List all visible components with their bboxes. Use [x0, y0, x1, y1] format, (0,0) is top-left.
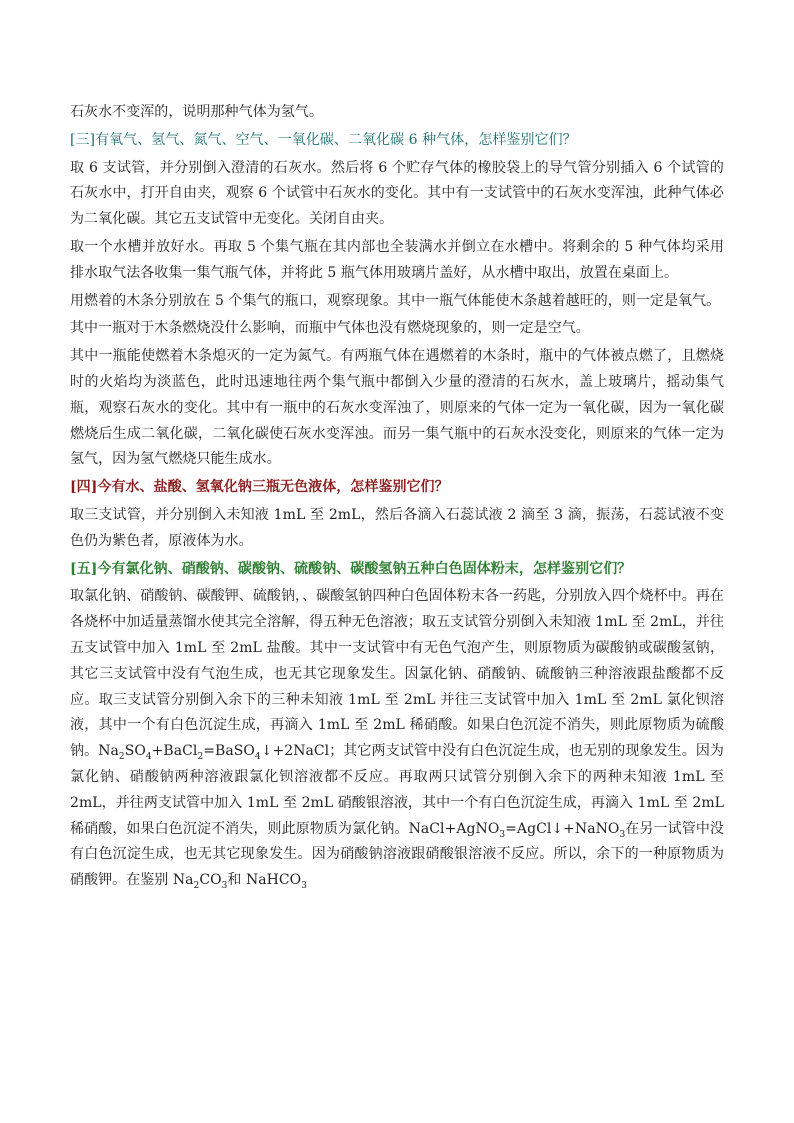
- paragraph-final: [70, 584, 724, 894]
- formula-sub: 4: [145, 751, 152, 762]
- heading-section-3: [三]有氧气、氢气、氮气、空气、一氧化碳、二氧化碳 6 种气体，怎样鉴别它们？: [70, 131, 577, 148]
- formula-co: CO: [199, 872, 222, 889]
- paragraph-1: 石灰水不变浑的，说明那种气体为氢气。: [70, 104, 323, 120]
- formula-sub: 4: [254, 751, 261, 762]
- final-text-3: 在另一试管中没有白色沉淀生成，也无其它现象发生。因为硝酸钠溶液跟硝酸银溶液不反应。所以，余下的一种原物质为硝酸钾。在鉴别 Na: [70, 820, 724, 889]
- formula-sub: 3: [301, 880, 307, 891]
- formula-sub: 2: [193, 880, 200, 891]
- paragraph-3: 取 6 支试管，并分别倒入澄清的石灰水。然后将 6 个贮存气体的橡胶袋上的导气管分别插入 6 个试管的石灰水中，打开自由夹，观察 6 个试管中石灰水的变化。其中有一支试管中的石灰水变浑浊，此种气体必为二氧化碳。其它五支试管中无变化。关闭自由夹。: [70, 159, 724, 228]
- paragraph-6: 其中一瓶对于木条燃烧没什么影响，而瓶中气体也没有燃烧现象的，则一定是空气。: [70, 320, 590, 337]
- document-page: [70, 100, 724, 894]
- formula-agcl: =AgCl↓+NaNO: [505, 820, 620, 837]
- heading-section-4: [四]今有水、盐酸、氢氧化钠三瓶无色液体，怎样鉴别它们？: [70, 479, 449, 496]
- formula-bacl: +BaCl: [151, 743, 198, 760]
- formula-na: Na: [98, 743, 119, 760]
- formula-so: SO: [124, 743, 146, 760]
- final-text-2: ↓+2NaCl；其它两支试管中没有白色沉淀生成，也无别的现象发生。因为氯化钠、硝酸钠两种溶液跟氯化钡溶液都不反应。再取两只试管分别倒入余下的两种未知液 1mL 至 2mL，并往两支试管中加入 1mL 至 2mL 硝酸银溶液，其中一个有白色沉淀生成，再滴入 1mL 至 2mL 稀硝酸，如果白色沉淀不消失，则此原物质为氯化钠。NaCl+AgNO: [70, 743, 724, 837]
- final-text-1: 取氯化钠、硝酸钠、碳酸钾、硫酸钠，、碳酸氢钠四种白色固体粉末各一药匙，分别放入四个烧杯中。再在各烧杯中加适量蒸馏水使其完全溶解，得五种无色溶液；取五支试管分别倒入未知液 1mL 至 2mL，并往五支试管中加入 1mL 至 2mL 盐酸。其中一支试管中有无色气泡产生，则原物质为碳酸钠或碳酸氢钠，其它三支试管中没有气泡生成，也无其它现象发生。因氯化钠、硝酸钠、硫酸钠三种溶液跟盐酸都不反应。取三支试管分别倒入余下的三种未知液 1mL 至 2mL 并往三支试管中加入 1mL 至 2mL 氯化钡溶液，其中一个有白色沉淀生成，再滴入 1mL 至 2mL 稀硝酸。如果白色沉淀不消失，则此原物质为硫酸钠。: [70, 588, 724, 760]
- formula-sub: 3: [221, 880, 228, 891]
- paragraph-4: 取一个水槽并放好水。再取 5 个集气瓶在其内部也全装满水并倒立在水槽中。将剩余的 5 种气体均采用排水取气法各收集一集气瓶气体，并将此 5 瓶气体用玻璃片盖好，从水槽中取出，放置在桌面上。: [70, 238, 724, 281]
- paragraph-9: 取三支试管，并分别倒入未知液 1mL 至 2mL，然后各滴入石蕊试液 2 滴至 3 滴，振荡，石蕊试液不变色仍为紫色者，原液体为水。: [70, 506, 724, 549]
- formula-sub: 2: [197, 751, 204, 762]
- formula-sub: 3: [499, 829, 506, 840]
- formula-sub: 2: [118, 751, 125, 762]
- paragraph-5: 用燃着的木条分别放在 5 个集气的瓶口，观察现象。其中一瓶气体能使木条越着越旺的，则一定是氧气。: [70, 292, 721, 309]
- formula-sub: 3: [619, 829, 626, 840]
- formula-baso: =BaSO: [203, 743, 255, 760]
- formula-nahco: 和 NaHCO: [227, 872, 302, 889]
- heading-section-5: [五]今有氯化钠、硝酸钠、碳酸钠、硫酸钠、碳酸氢钠五种白色固体粉末，怎样鉴别它们？: [70, 560, 632, 577]
- paragraph-7: 其中一瓶能使燃着木条熄灭的一定为氮气。有两瓶气体在遇燃着的木条时，瓶中的气体被点燃了，且燃烧时的火焰均为淡蓝色，此时迅速地往两个集气瓶中都倒入少量的澄清的石灰水，盖上玻璃片，摇动集气瓶，观察石灰水的变化。其中有一瓶中的石灰水变浑浊了，则原来的气体一定为一氧化碳，因为一氧化碳燃烧后生成二氧化碳，二氧化碳使石灰水变浑浊。而另一集气瓶中的石灰水没变化，则原来的气体一定为氢气，因为氢气燃烧只能生成水。: [70, 348, 724, 468]
